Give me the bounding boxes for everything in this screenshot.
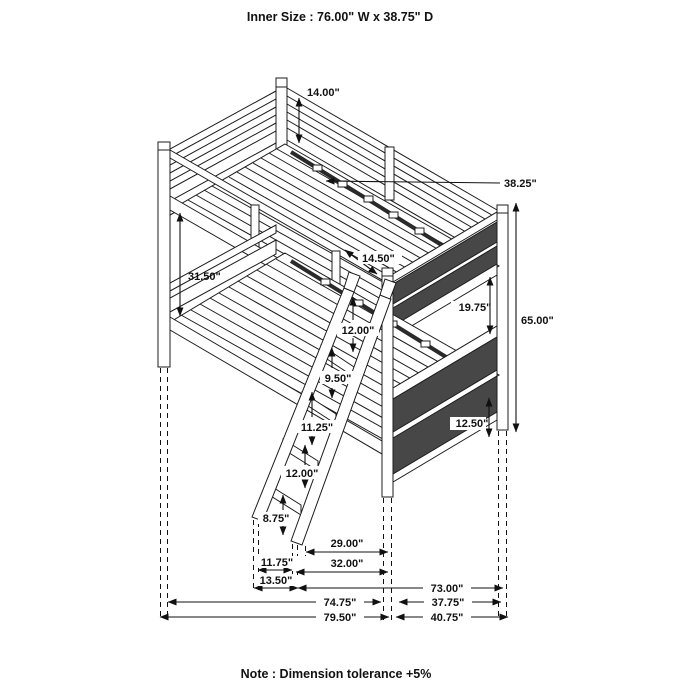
dim-label-foot-opening: 19.75" [458,302,492,314]
dim-label-foot-section-length: 73.00" [430,583,464,595]
dim-label-head-opening: 31.50" [188,271,221,283]
dim-label-overall-height: 65.00" [521,315,554,327]
dim-label-step-3: 11.25" [300,422,334,434]
dim-label-ladder-base: 13.50" [259,575,293,587]
tolerance-note: Note : Dimension tolerance +5% [240,667,432,681]
dim-label-step-2: 9.50" [324,373,352,385]
dim-label-ladder-span: 32.00" [330,558,364,570]
dim-label-ladder-to-post: 29.00" [330,538,364,550]
back-guardrail-baluster [385,147,394,200]
dim-label-overall-depth: 40.75" [430,612,464,624]
dim-label-depth-foot: 37.75" [431,597,465,609]
dim-label-step-top: 12.00" [341,325,375,337]
dim-label-inner-depth: 38.25" [504,178,537,190]
dim-label-ladder-rail-spacing: 11.75" [260,557,294,569]
dim-label-head-section-length: 74.75" [323,597,357,609]
inner-size-title: Inner Size : 76.00" W x 38.75" D [246,10,434,24]
dim-label-guardrail-height: 14.00" [307,87,340,99]
dim-label-lower-footboard: 12.50" [455,418,489,430]
dim-label-overall-length: 79.50" [323,612,357,624]
dim-label-front-opening: 14.50" [362,253,395,265]
post-foot-rear [497,205,508,430]
post-head-front [158,142,170,367]
dim-label-step-bottom: 8.75" [262,513,290,525]
dim-label-step-4: 12.00" [285,468,319,480]
